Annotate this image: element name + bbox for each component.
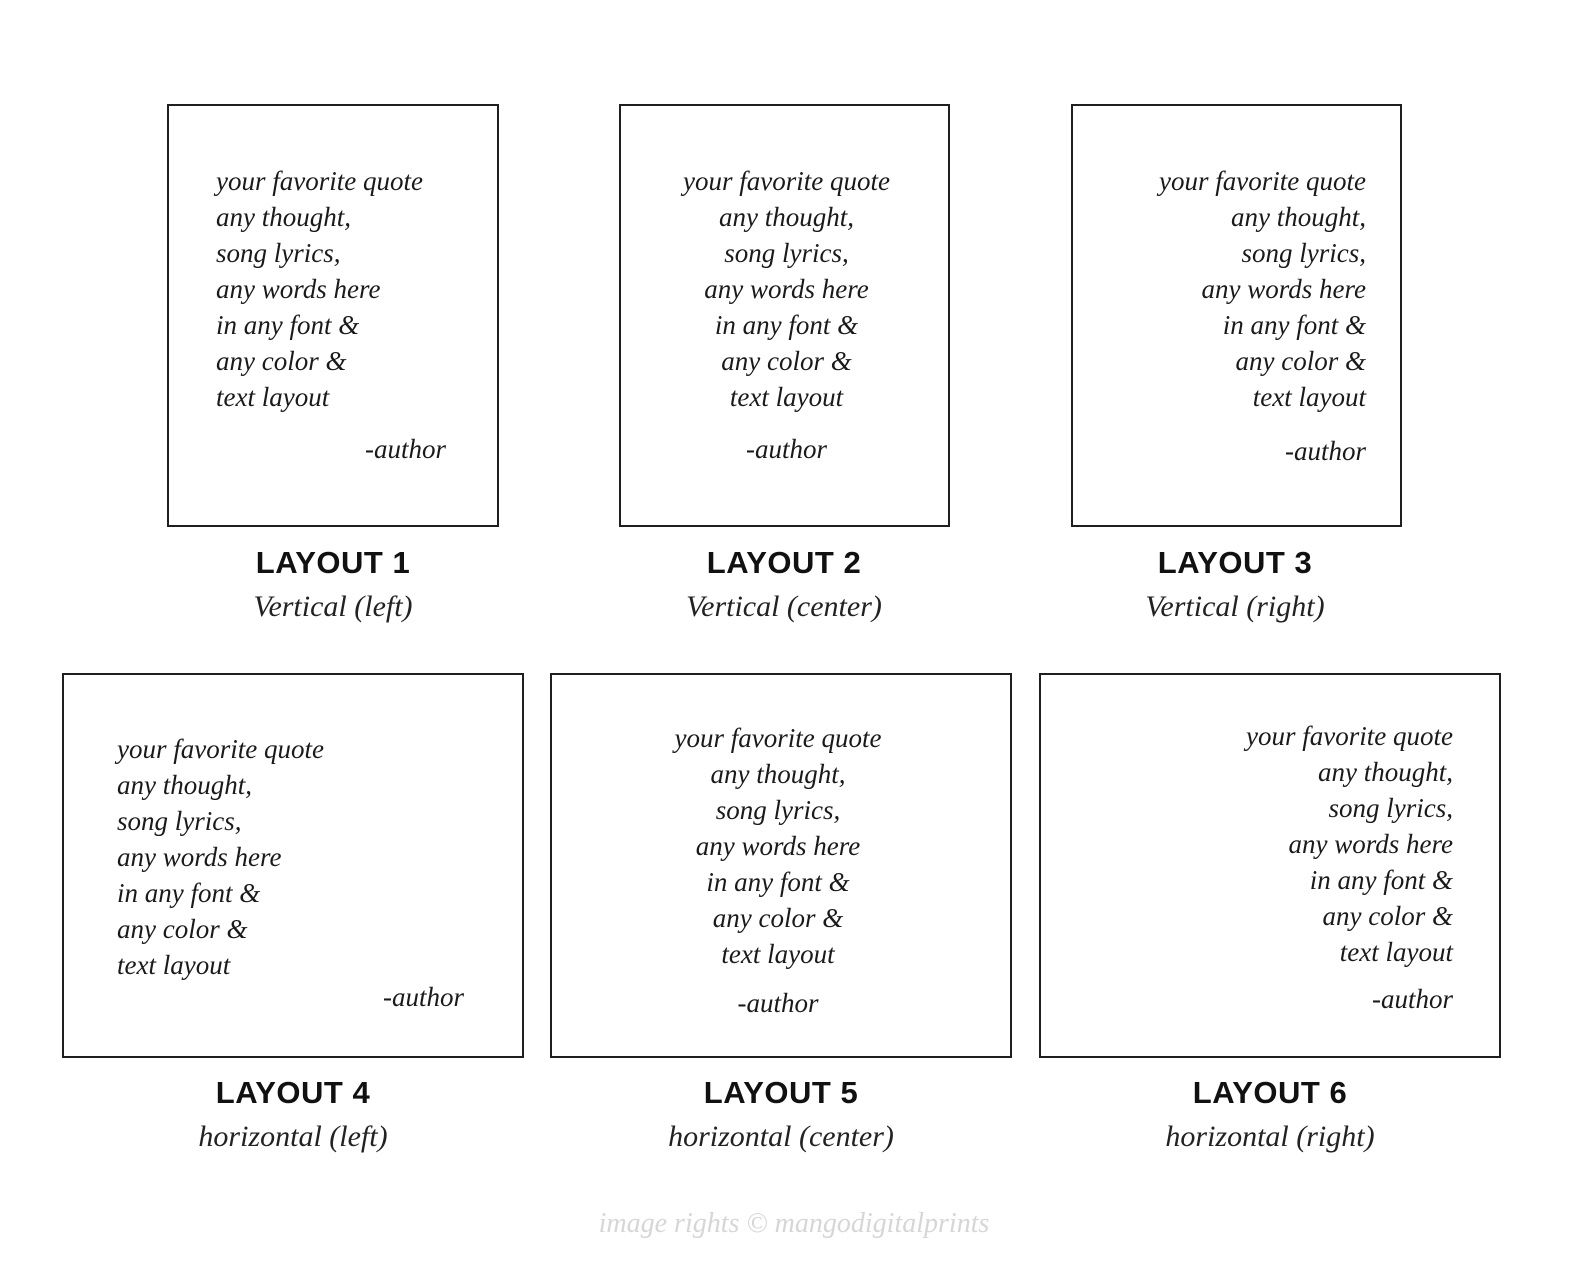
layout-5-subtitle: horizontal (center) bbox=[668, 1120, 894, 1153]
quote-line: your favorite quote bbox=[117, 734, 324, 764]
layout-5-card bbox=[550, 673, 1012, 1058]
quote-line: any color & bbox=[1235, 346, 1366, 376]
quote-line: any words here bbox=[695, 831, 861, 861]
quote-line: text layout bbox=[1339, 937, 1453, 967]
layout-2-subtitle: Vertical (center) bbox=[686, 590, 882, 623]
quote-line: song lyrics, bbox=[1328, 793, 1453, 823]
layout-3-author: -author bbox=[1285, 436, 1366, 466]
quote-line: any color & bbox=[1322, 901, 1453, 931]
layout-4-card bbox=[62, 673, 524, 1058]
quote-line: any words here bbox=[117, 842, 282, 872]
quote-line: song lyrics, bbox=[724, 238, 849, 268]
quote-line: song lyrics, bbox=[715, 795, 841, 825]
layout-1-author: -author bbox=[365, 434, 446, 464]
quote-line: any thought, bbox=[216, 202, 351, 232]
quote-line: your favorite quote bbox=[683, 166, 890, 196]
quote-line: text layout bbox=[117, 950, 231, 980]
quote-line: any words here bbox=[1201, 274, 1366, 304]
quote-line: text layout bbox=[729, 382, 844, 412]
layout-3-card bbox=[1071, 104, 1402, 527]
quote-line: your favorite quote bbox=[674, 723, 882, 753]
quote-line: any color & bbox=[712, 903, 844, 933]
quote-line: any thought, bbox=[719, 202, 854, 232]
quote-line: any words here bbox=[704, 274, 869, 304]
layout-3-subtitle: Vertical (right) bbox=[1145, 590, 1325, 623]
quote-line: text layout bbox=[216, 382, 330, 412]
quote-line: your favorite quote bbox=[1159, 166, 1366, 196]
quote-line: song lyrics, bbox=[117, 806, 242, 836]
quote-line: text layout bbox=[1252, 382, 1366, 412]
layout-3-quote bbox=[1159, 163, 1366, 415]
quote-line: in any font & bbox=[714, 310, 859, 340]
quote-line: song lyrics, bbox=[216, 238, 341, 268]
layout-3-title: LAYOUT 3 bbox=[1157, 545, 1313, 580]
layout-4-quote bbox=[117, 731, 324, 983]
quote-line: text layout bbox=[721, 939, 835, 969]
quote-line: any thought, bbox=[710, 759, 846, 789]
layout-4-subtitle: horizontal (left) bbox=[198, 1120, 388, 1153]
quote-line: any thought, bbox=[117, 770, 252, 800]
layout-2-title: LAYOUT 2 bbox=[706, 545, 862, 580]
layout-6-author: -author bbox=[1372, 984, 1453, 1014]
quote-line: in any font & bbox=[117, 878, 261, 908]
layout-6-card bbox=[1039, 673, 1501, 1058]
quote-line: any thought, bbox=[1318, 757, 1453, 787]
layout-6-quote bbox=[1246, 718, 1453, 970]
quote-line: any thought, bbox=[1231, 202, 1366, 232]
quote-line: in any font & bbox=[1222, 310, 1366, 340]
quote-line: your favorite quote bbox=[216, 166, 423, 196]
layout-1-subtitle: Vertical (left) bbox=[253, 590, 413, 623]
quote-line: in any font & bbox=[216, 310, 360, 340]
quote-line: song lyrics, bbox=[1241, 238, 1366, 268]
layout-2-card bbox=[619, 104, 950, 527]
layout-1-card bbox=[167, 104, 499, 527]
layout-5-author: -author bbox=[737, 988, 819, 1018]
layout-1-title: LAYOUT 1 bbox=[255, 545, 411, 580]
quote-line: any words here bbox=[216, 274, 381, 304]
layout-4-author: -author bbox=[383, 982, 464, 1012]
quote-line: any color & bbox=[216, 346, 347, 376]
layout-4-title: LAYOUT 4 bbox=[215, 1075, 371, 1110]
quote-line: in any font & bbox=[706, 867, 850, 897]
watermark: image rights © mangodigitalprints bbox=[598, 1208, 990, 1239]
layout-5-title: LAYOUT 5 bbox=[703, 1075, 859, 1110]
quote-line: any color & bbox=[117, 914, 248, 944]
layout-5-quote bbox=[552, 720, 1004, 972]
layout-6-subtitle: horizontal (right) bbox=[1165, 1120, 1375, 1153]
layout-6-title: LAYOUT 6 bbox=[1192, 1075, 1348, 1110]
layout-2-author: -author bbox=[746, 434, 827, 464]
quote-line: in any font & bbox=[1309, 865, 1453, 895]
quote-line: any color & bbox=[721, 346, 852, 376]
quote-line: your favorite quote bbox=[1246, 721, 1453, 751]
layout-2-quote bbox=[621, 163, 952, 415]
layout-1-quote bbox=[216, 163, 423, 415]
quote-line: any words here bbox=[1288, 829, 1453, 859]
